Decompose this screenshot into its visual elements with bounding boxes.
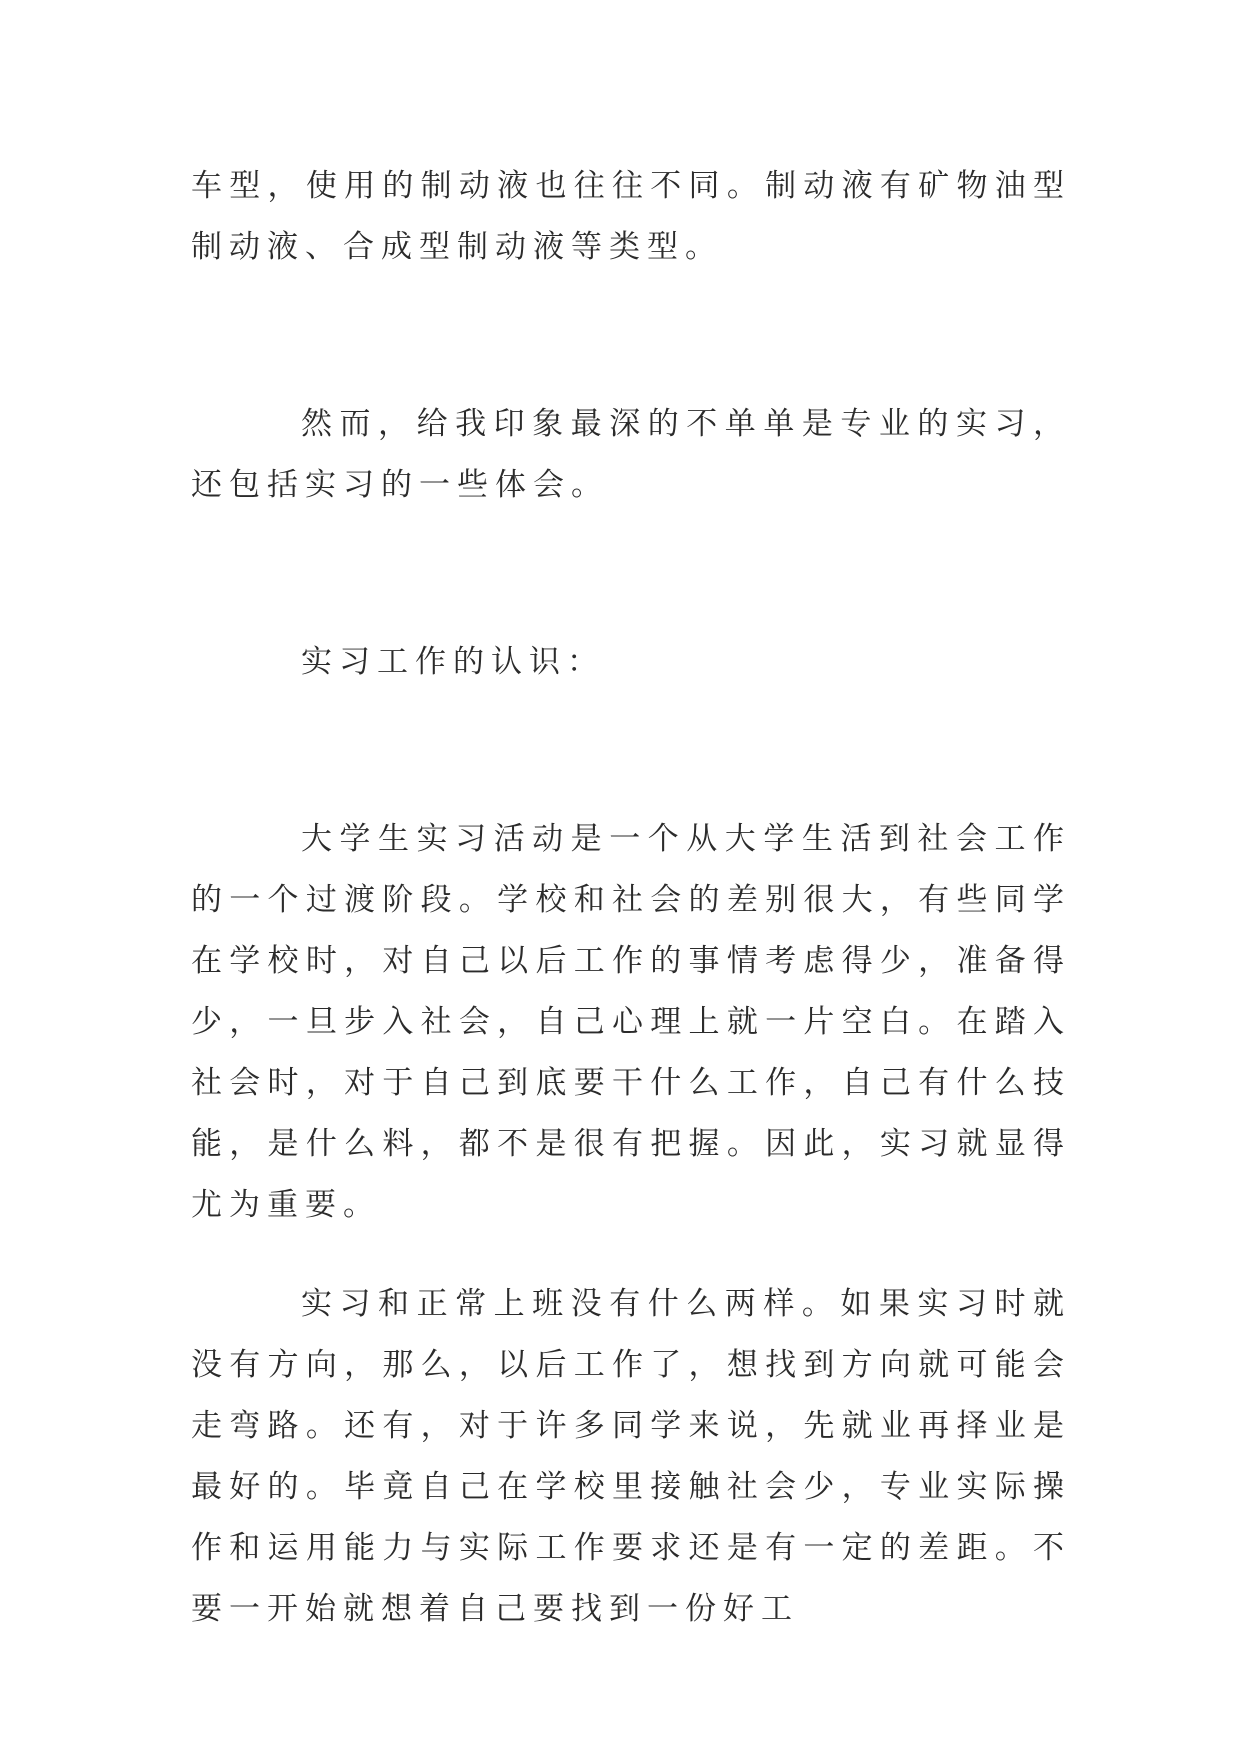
paragraph-internship-direction: 实习和正常上班没有什么两样。如果实习时就没有方向，那么，以后工作了，想找到方向就可能会走弯路。还有，对于许多同学来说，先就业再择业是最好的。毕竟自己在学校里接触社会少，专业实际操作和运用能力与实际工作要求还是有一定的差距。不要一开始就想着自己要找到一份好工 [191, 1286, 1071, 1627]
section-heading-internship-understanding: 实习工作的认识： [301, 644, 605, 680]
paragraph-brake-fluid-types: 车型，使用的制动液也往往不同。制动液有矿物油型制动液、合成型制动液等类型。 [191, 168, 1071, 265]
paragraph-internship-impression: 然而，给我印象最深的不单单是专业的实习，还包括实习的一些体会。 [191, 406, 1071, 503]
paragraph-transition-stage: 大学生实习活动是一个从大学生活到社会工作的一个过渡阶段。学校和社会的差别很大，有些同学在学校时，对自己以后工作的事情考虑得少，准备得少，一旦步入社会，自己心理上就一片空白。在踏入社会时，对于自己到底要干什么工作，自己有什么技能，是什么料，都不是很有把握。因此，实习就显得尤为重要。 [191, 821, 1071, 1223]
